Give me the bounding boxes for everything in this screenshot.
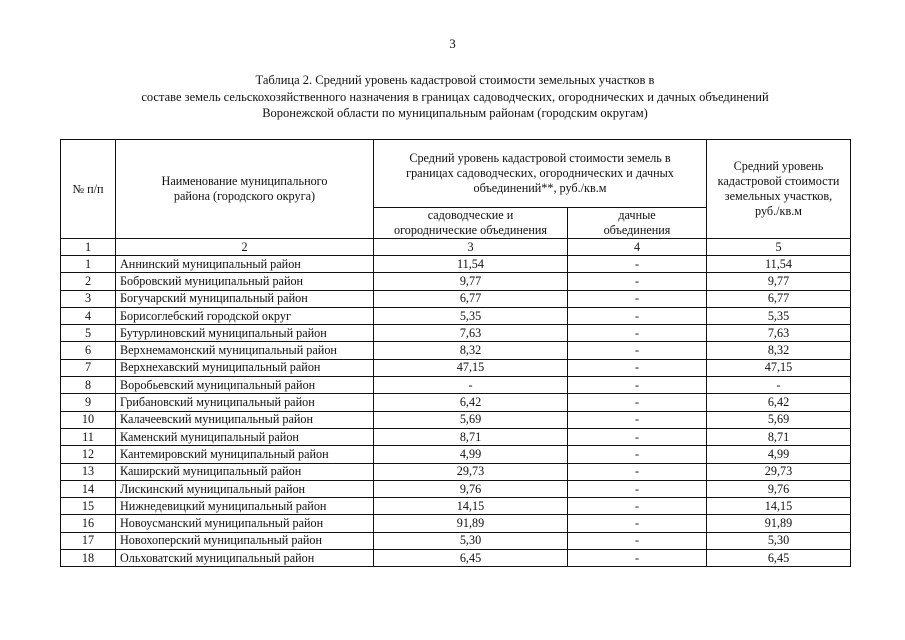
subheader-dacha: дачные объединения: [568, 208, 707, 239]
dacha-value: -: [568, 515, 707, 532]
average-value: 8,71: [707, 428, 851, 445]
garden-value: 8,32: [374, 342, 568, 359]
dacha-value: -: [568, 377, 707, 394]
garden-value: 91,89: [374, 515, 568, 532]
row-number: 16: [61, 515, 116, 532]
average-value: 9,76: [707, 480, 851, 497]
garden-value: 14,15: [374, 498, 568, 515]
row-number: 12: [61, 446, 116, 463]
table-row: [61, 498, 851, 515]
cadastral-value-table: [60, 139, 851, 567]
garden-value: 4,99: [374, 446, 568, 463]
column-number: 4: [568, 239, 707, 256]
table-body: [61, 256, 851, 567]
table-caption: [60, 72, 850, 122]
average-value: 91,89: [707, 515, 851, 532]
row-number: 3: [61, 290, 116, 307]
dacha-value: -: [568, 273, 707, 290]
header-group: Средний уровень кадастровой стоимости земель в границах садоводческих, огороднических и дачных объединений**, руб./кв.м: [374, 140, 707, 208]
table-row: [61, 463, 851, 480]
average-value: -: [707, 377, 851, 394]
table-row: [61, 532, 851, 549]
district-name: Новоусманский муниципальный район: [116, 515, 374, 532]
garden-value: 11,54: [374, 256, 568, 273]
row-number: 2: [61, 273, 116, 290]
caption-line-2: составе земель сельскохозяйственного назначения в границах садоводческих, огороднических и дачных объединений: [141, 89, 769, 104]
average-value: 5,30: [707, 532, 851, 549]
table-row: [61, 411, 851, 428]
district-name: Бутурлиновский муниципальный район: [116, 325, 374, 342]
dacha-value: -: [568, 359, 707, 376]
dacha-value: -: [568, 463, 707, 480]
average-value: 11,54: [707, 256, 851, 273]
average-value: 6,42: [707, 394, 851, 411]
garden-value: 5,35: [374, 307, 568, 324]
column-number: 1: [61, 239, 116, 256]
garden-value: 7,63: [374, 325, 568, 342]
header-avg: Средний уровень кадастровой стоимости земельных участков, руб./кв.м: [707, 140, 851, 239]
table-row: [61, 480, 851, 497]
row-number: 9: [61, 394, 116, 411]
average-value: 4,99: [707, 446, 851, 463]
row-number: 18: [61, 550, 116, 567]
table-row: [61, 342, 851, 359]
table-row: [61, 273, 851, 290]
average-value: 6,45: [707, 550, 851, 567]
row-number: 4: [61, 307, 116, 324]
district-name: Новохоперский муниципальный район: [116, 532, 374, 549]
caption-line-3: Воронежской области по муниципальным районам (городским округам): [262, 106, 648, 120]
column-number: 2: [116, 239, 374, 256]
district-name: Аннинский муниципальный район: [116, 256, 374, 273]
average-value: 6,77: [707, 290, 851, 307]
row-number: 15: [61, 498, 116, 515]
district-name: Воробьевский муниципальный район: [116, 377, 374, 394]
row-number: 6: [61, 342, 116, 359]
row-number: 17: [61, 532, 116, 549]
district-name: Каширский муниципальный район: [116, 463, 374, 480]
table-row: [61, 446, 851, 463]
dacha-value: -: [568, 411, 707, 428]
dacha-value: -: [568, 290, 707, 307]
row-number: 10: [61, 411, 116, 428]
district-name: Борисоглебский городской округ: [116, 307, 374, 324]
average-value: 14,15: [707, 498, 851, 515]
garden-value: 5,30: [374, 532, 568, 549]
column-number: 5: [707, 239, 851, 256]
row-number: 1: [61, 256, 116, 273]
dacha-value: -: [568, 307, 707, 324]
header-num: № п/п: [61, 140, 116, 239]
dacha-value: -: [568, 394, 707, 411]
garden-value: 6,77: [374, 290, 568, 307]
district-name: Нижнедевицкий муниципальный район: [116, 498, 374, 515]
dacha-value: -: [568, 446, 707, 463]
table-row: [61, 325, 851, 342]
dacha-value: -: [568, 342, 707, 359]
district-name: Ольховатский муниципальный район: [116, 550, 374, 567]
row-number: 14: [61, 480, 116, 497]
dacha-value: -: [568, 325, 707, 342]
table-row: [61, 428, 851, 445]
average-value: 5,69: [707, 411, 851, 428]
average-value: 47,15: [707, 359, 851, 376]
garden-value: 47,15: [374, 359, 568, 376]
row-number: 7: [61, 359, 116, 376]
row-number: 5: [61, 325, 116, 342]
district-name: Калачеевский муниципальный район: [116, 411, 374, 428]
row-number: 13: [61, 463, 116, 480]
average-value: 7,63: [707, 325, 851, 342]
table-row: [61, 550, 851, 567]
caption-line-1: Таблица 2. Средний уровень кадастровой стоимости земельных участков в: [255, 73, 655, 87]
table-row: [61, 256, 851, 273]
table-row: [61, 394, 851, 411]
page-number: 3: [449, 36, 456, 51]
average-value: 8,32: [707, 342, 851, 359]
header-name: Наименование муниципального района (городского округа): [116, 140, 374, 239]
garden-value: -: [374, 377, 568, 394]
district-name: Лискинский муниципальный район: [116, 480, 374, 497]
dacha-value: -: [568, 550, 707, 567]
district-name: Грибановский муниципальный район: [116, 394, 374, 411]
table-row: [61, 359, 851, 376]
garden-value: 9,77: [374, 273, 568, 290]
table-row: [61, 515, 851, 532]
table-row: [61, 377, 851, 394]
average-value: 5,35: [707, 307, 851, 324]
garden-value: 6,42: [374, 394, 568, 411]
header-row: [61, 140, 851, 208]
subheader-garden: садоводческие и огороднические объединения: [374, 208, 568, 239]
dacha-value: -: [568, 428, 707, 445]
garden-value: 5,69: [374, 411, 568, 428]
garden-value: 9,76: [374, 480, 568, 497]
district-name: Верхнемамонский муниципальный район: [116, 342, 374, 359]
district-name: Бобровский муниципальный район: [116, 273, 374, 290]
garden-value: 29,73: [374, 463, 568, 480]
row-number: 11: [61, 428, 116, 445]
average-value: 9,77: [707, 273, 851, 290]
garden-value: 8,71: [374, 428, 568, 445]
dacha-value: -: [568, 532, 707, 549]
column-number-row: [61, 239, 851, 256]
row-number: 8: [61, 377, 116, 394]
dacha-value: -: [568, 256, 707, 273]
district-name: Верхнехавский муниципальный район: [116, 359, 374, 376]
district-name: Богучарский муниципальный район: [116, 290, 374, 307]
average-value: 29,73: [707, 463, 851, 480]
table-row: [61, 307, 851, 324]
column-number: 3: [374, 239, 568, 256]
district-name: Каменский муниципальный район: [116, 428, 374, 445]
dacha-value: -: [568, 498, 707, 515]
table-row: [61, 290, 851, 307]
district-name: Кантемировский муниципальный район: [116, 446, 374, 463]
garden-value: 6,45: [374, 550, 568, 567]
dacha-value: -: [568, 480, 707, 497]
